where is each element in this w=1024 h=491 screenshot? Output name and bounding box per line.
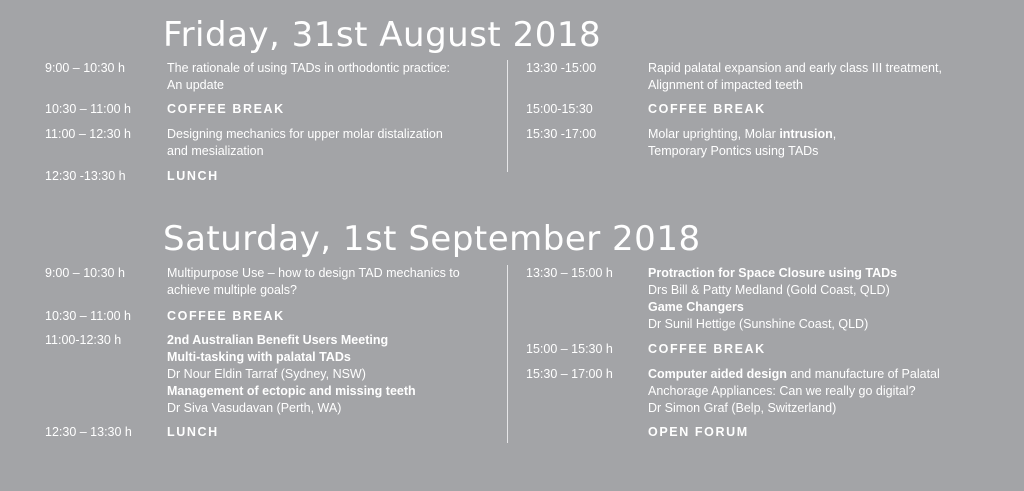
session-time: 13:30 – 15:00 h bbox=[526, 266, 613, 280]
text-segment: , bbox=[832, 127, 837, 141]
session-time: 15:30 -17:00 bbox=[526, 127, 597, 141]
session-title-line: achieve multiple goals? bbox=[167, 283, 297, 297]
talk-title-line bbox=[648, 366, 940, 383]
session-title-line: The rationale of using TADs in orthodontic practice: bbox=[167, 61, 451, 75]
speaker-name: Dr Siva Vasudavan (Perth, WA) bbox=[167, 401, 342, 415]
break-label: LUNCH bbox=[167, 425, 219, 439]
session-time: 9:00 – 10:30 h bbox=[45, 266, 125, 280]
text-segment: and manufacture of Palatal bbox=[786, 367, 940, 381]
break-label: OPEN FORUM bbox=[648, 425, 749, 439]
break-label: COFFEE BREAK bbox=[648, 342, 766, 356]
session-time: 15:30 – 17:00 h bbox=[526, 367, 613, 381]
saturday-column-divider bbox=[507, 265, 508, 443]
saturday-title: Saturday, 1st September 2018 bbox=[163, 219, 701, 259]
speaker-name: Dr Nour Eldin Tarraf (Sydney, NSW) bbox=[167, 367, 366, 381]
friday-column-divider bbox=[507, 60, 508, 172]
talk-title: Management of ectopic and missing teeth bbox=[167, 384, 416, 398]
session-time: 11:00 – 12:30 h bbox=[45, 127, 131, 141]
talk-title: Multi-tasking with palatal TADs bbox=[167, 350, 351, 364]
speaker-name: Drs Bill & Patty Medland (Gold Coast, QLD) bbox=[648, 283, 890, 297]
talk-title: Game Changers bbox=[648, 300, 744, 314]
session-title-line bbox=[648, 126, 836, 143]
session-time: 10:30 – 11:00 h bbox=[45, 309, 131, 323]
session-title-line: Alignment of impacted teeth bbox=[648, 78, 803, 92]
text-segment-bold: Computer aided design bbox=[648, 367, 787, 381]
session-title-line: Multipurpose Use – how to design TAD mechanics to bbox=[167, 266, 460, 280]
friday-title: Friday, 31st August 2018 bbox=[163, 15, 602, 55]
session-title-line: Rapid palatal expansion and early class III treatment, bbox=[648, 61, 942, 75]
session-time: 9:00 – 10:30 h bbox=[45, 61, 125, 75]
meeting-title: 2nd Australian Benefit Users Meeting bbox=[167, 333, 389, 347]
session-time: 12:30 -13:30 h bbox=[45, 169, 126, 183]
session-title-line: and mesialization bbox=[167, 144, 264, 158]
session-title-line: Designing mechanics for upper molar distalization bbox=[167, 127, 443, 141]
session-time: 11:00-12:30 h bbox=[45, 333, 122, 347]
speaker-name: Dr Simon Graf (Belp, Switzerland) bbox=[648, 401, 837, 415]
break-label: COFFEE BREAK bbox=[167, 102, 285, 116]
session-title-line: Temporary Pontics using TADs bbox=[648, 144, 819, 158]
session-time: 15:00 – 15:30 h bbox=[526, 342, 613, 356]
session-time: 15:00-15:30 bbox=[526, 102, 593, 116]
session-time: 12:30 – 13:30 h bbox=[45, 425, 132, 439]
session-time: 10:30 – 11:00 h bbox=[45, 102, 131, 116]
text-segment: Molar uprighting, Molar bbox=[648, 127, 780, 141]
break-label: COFFEE BREAK bbox=[167, 309, 285, 323]
text-segment-bold: intrusion bbox=[779, 127, 833, 141]
speaker-name: Dr Sunil Hettige (Sunshine Coast, QLD) bbox=[648, 317, 869, 331]
session-title-line: An update bbox=[167, 78, 224, 92]
talk-title: Protraction for Space Closure using TADs bbox=[648, 266, 898, 280]
break-label: LUNCH bbox=[167, 169, 219, 183]
talk-title-line: Anchorage Appliances: Can we really go digital? bbox=[648, 384, 916, 398]
session-time: 13:30 -15:00 bbox=[526, 61, 597, 75]
break-label: COFFEE BREAK bbox=[648, 102, 766, 116]
